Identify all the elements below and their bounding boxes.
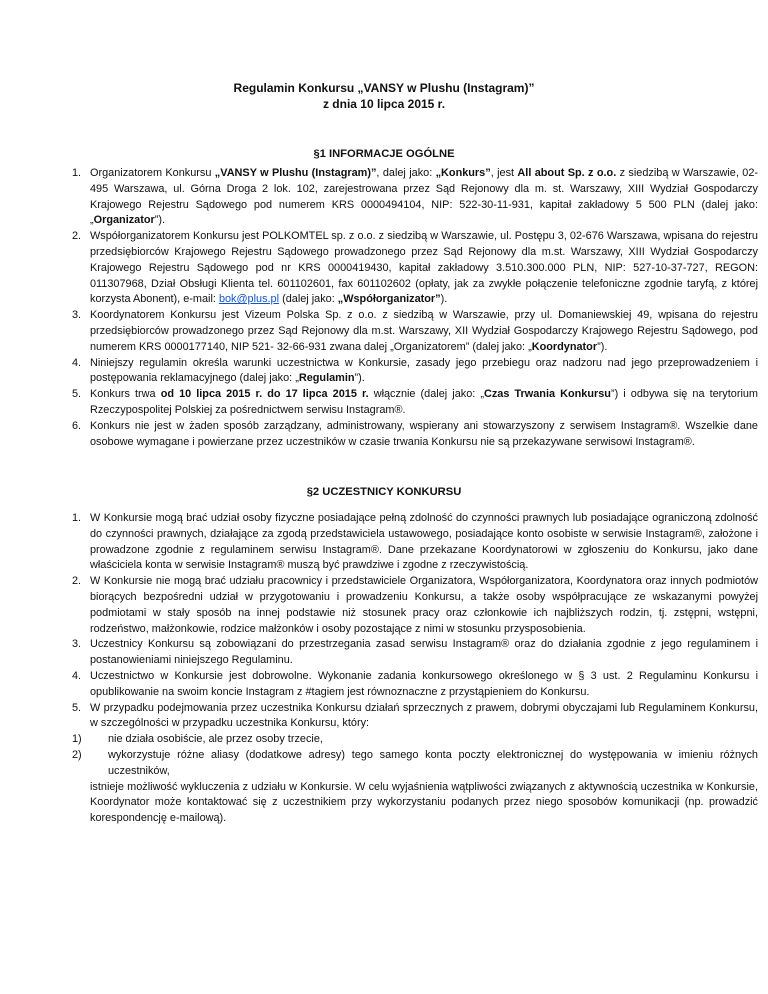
list-item: 5. Konkurs trwa od 10 lipca 2015 r. do 17 lipca 2015 r. włącznie (dalej jako: „Czas Trwania Konkursu”) i odbywa się na terytorium Rzeczypospolitej Polskiej za pośrednictwem serwisu Instagram®. bbox=[72, 388, 758, 416]
list-item: 3. Uczestnicy Konkursu są zobowiązani do przestrzegania zasad serwisu Instagram® oraz do działania zgodnie z jego regulaminem i postanowieniami niniejszego Regulaminu. bbox=[72, 638, 758, 667]
list-item: 2. W Konkursie nie mogą brać udziału pracownicy i przedstawiciele Organizatora, Współorganizatora, Koordynatora oraz innych podmiotów biorących bezpośredni udział w przygotowaniu i prowadzeniu Konkursu, a także osoby współpracujące ze wskazanymi powyżej podmiotami w stały sposób na innej podstawie niż stosunek pracy oraz członkowie ich najbliższych rodzin, tj. zstępni, wstępni, rodzeństwo, małżonkowie, rodzice małżonków i osoby pozostające z nimi w stosunku przysposobienia. bbox=[72, 575, 758, 635]
title-line-2: z dnia 10 lipca 2015 r. bbox=[322, 97, 446, 111]
list-item: 2. Współorganizatorem Konkursu jest POLKOMTEL sp. z o.o. z siedzibą w Warszawie, ul. Postępu 3, 02-676 Warszawa, wpisana do rejestru przedsiębiorców Krajowego Rejestru Sądowego prowadzonego przez Sąd Rejonowy dla m.st. Warszawy, XIII Wydział Gospodarczy Krajowego Rejestru Sądowego pod nr KRS 0000419430, kapitał zakładowy 3.510.300.000 PLN, NIP: 527-10-37-727, REGON: 011307968, Dział Obsługi Klienta tel. 601102601, fax 601102602 (opłaty, jak za zwykłe połączenie telefoniczne zgodnie taryfą, z której korzysta Abonent), e-mail: bok@plus.pl (dalej jako: „Współorganizator”). bbox=[72, 230, 758, 306]
list-item: 1. Organizatorem Konkursu „VANSY w Plushu (Instagram)”, dalej jako: „Konkurs”, jest All about Sp. z o.o. z siedzibą w Warszawie, 02-495 Warszawa, ul. Górna Droga 2 lok. 102, zarejestrowana przez Sąd Rejonowy dla m. st. Warszawy, XIII Wydział Gospodarczy Krajowego Rejestru Sądowego pod numerem KRS 0000494104, NIP: 522-30-11-931, kapitał zakładowy 5 500 PLN (dalej jako: „Organizator”). bbox=[72, 167, 759, 227]
section-1-heading: §1 INFORMACJE OGÓLNE bbox=[313, 148, 455, 160]
list-item: 4. Niniejszy regulamin określa warunki uczestnictwa w Konkursie, zasady jego przebiegu oraz nadzoru nad jego przeprowadzeniem i postępowania reklamacyjnego (dalej jako: „Regulamin”). bbox=[72, 356, 758, 385]
section-1-list bbox=[50, 166, 758, 450]
list-item: 4. Uczestnictwo w Konkursie jest dobrowolne. Wykonanie zadania konkursowego określonego w § 3 ust. 2 Regulaminu Konkursu i opublikowanie na swoim koncie Instagram z #tagiem jest równoznaczne z przystąpieniem do Konkursu. bbox=[72, 669, 758, 698]
sub-list-item: 1) nie działa osobiście, ale przez osoby trzecie, bbox=[72, 733, 323, 746]
list-item: 1. W Konkursie mogą brać udział osoby fizyczne posiadające pełną zdolność do czynności prawnych lub posiadające ograniczoną zdolność do czynności prawnych, działające za zgodą przedstawiciela ustawowego, posiadające konto osobiste w serwisie Instagram®, założone i prowadzone zgodnie z regulaminem serwisu Instagram®. Dane przekazane Koordynatorowi w zgłoszeniu do Konkursu, jako dane właściciela konta w serwisie Instagram® muszą być prawdziwe i zgodne z rzeczywistością. bbox=[72, 512, 758, 572]
title-line-1: Regulamin Konkursu „VANSY w Plushu (Instagram)” bbox=[233, 81, 535, 95]
section-2-heading: §2 UCZESTNICY KONKURSU bbox=[306, 486, 462, 498]
list-item: 6. Konkurs nie jest w żaden sposób zarządzany, administrowany, wspierany ani stowarzyszony z serwisem Instagram®. Wszelkie dane osobowe wymagane i powierzane przez uczestników w czasie trwania Konkursu nie są przekazywane serwisowi Instagram®. bbox=[72, 419, 758, 448]
list-item-continuation: istnieje możliwość wykluczenia z udziału w Konkursie. W celu wyjaśnienia wątpliwości związanych z aktywnością uczestnika w Konkursie, Koordynator może kontaktować się z uczestnikiem przy wykorzystaniu podanych przez niego sposobów komunikacji (np. prowadzić korespondencję e-mailową). bbox=[90, 780, 758, 825]
list-item: 3. Koordynatorem Konkursu jest Vizeum Polska Sp. z o.o. z siedzibą w Warszawie, przy ul. Domaniewskiej 49, wpisana do rejestru przedsiębiorców prowadzonego przez Sąd Rejonowy dla m.st. Warszawy, XII Wydział Gospodarczy Krajowego Rejestru Sądowego, pod numerem KRS 0000177140, NIP 521- 32-66-931 zwana dalej „Organizatorem” (dalej jako: „Koordynator”). bbox=[72, 309, 758, 353]
list-item: 5. W przypadku podejmowania przez uczestnika Konkursu działań sprzecznych z prawem, dobrymi obyczajami lub Regulaminem Konkursu, w szczególności w przypadku uczestnika Konkursu, który: 1) nie działa osobiście, ale przez osoby trzecie, 2) wykorzystuje różne aliasy (dodatkowe adresy) tego samego konta poczty elektronicznej do występowania w imieniu różnych uczestników, istnieje możliwość wykluczenia z udziału w Konkursie. W celu wyjaśnienia wątpliwości związanych z aktywnością uczestnika w Konkursie, Koordynator może kontaktować się z uczestnikiem przy wykorzystaniu podanych przez niego sposobów komunikacji (np. prowadzić korespondencję e-mailową). bbox=[90, 701, 758, 827]
sub-list-item: 2) wykorzystuje różne aliasy (dodatkowe adresy) tego samego konta poczty elektronicznej do występowania w imieniu różnych uczestników, bbox=[72, 748, 758, 777]
section-2-list bbox=[50, 511, 758, 827]
document-title bbox=[0, 80, 768, 112]
email-link[interactable]: bok@plus.pl bbox=[218, 293, 280, 306]
